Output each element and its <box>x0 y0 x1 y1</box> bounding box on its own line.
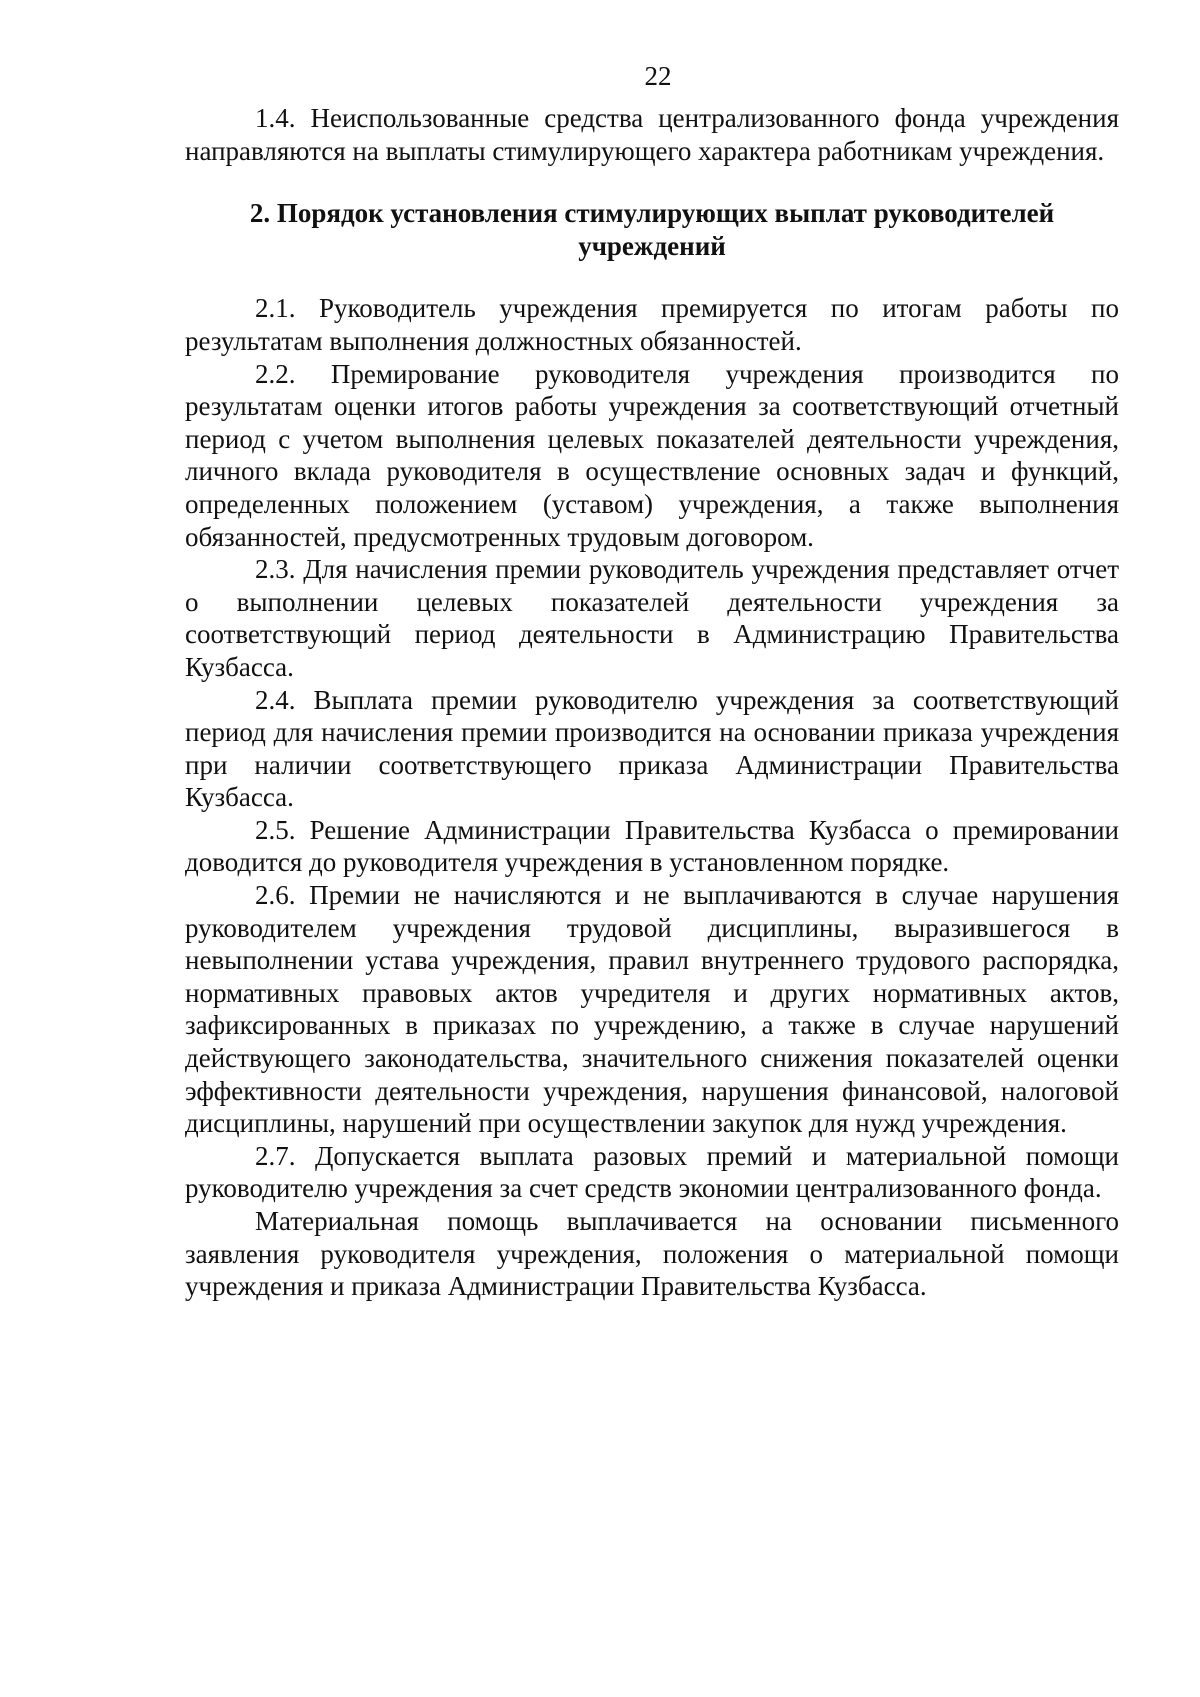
paragraph-2-3: 2.3. Для начисления премии руководитель учреждения представляет отчет о выполнении целевых показателей деятельности учреждения за соответствующий период деятельности в Администрацию Правительства Кузбасса. <box>185 554 1119 682</box>
paragraph-2-6: 2.6. Премии не начисляются и не выплачиваются в случае нарушения руководителем учреждения трудовой дисциплины, выразившегося в невыполнении устава учреждения, правил внутреннего трудового распорядка, нормативных правовых актов учредителя и других нормативных актов, зафиксированных в приказах по учреждению, а также в случае нарушений действующего законодательства, значительного снижения показателей оценки эффективности деятельности учреждения, нарушения финансовой, налоговой дисциплины, нарушений при осуществлении закупок для нужд учреждения. <box>185 880 1119 1139</box>
paragraph-2-5: 2.5. Решение Администрации Правительства Кузбасса о премировании доводится до руководителя учреждения в установленном порядке. <box>185 814 1119 878</box>
section-heading-line-2: учреждений <box>578 230 726 261</box>
paragraph-2-2: 2.2. Премирование руководителя учреждения производится по результатам оценки итогов работы учреждения за соответствующий отчетный период с учетом выполнения целевых показателей деятельности учреждения, личного вклада руководителя в осуществление основных задач и функций, определенных положением (уставом) учреждения, а также выполнения обязанностей, предусмотренных трудовым договором. <box>185 358 1119 552</box>
section-heading <box>185 197 1119 262</box>
document-page <box>185 60 1119 1303</box>
paragraph-2-7: 2.7. Допускается выплата разовых премий и материальной помощи руководителю учреждения за счет средств экономии централизованного фонда. <box>185 1140 1119 1204</box>
paragraph-material-help: Материальная помощь выплачивается на основании письменного заявления руководителя учреждения, положения о материальной помощи учреждения и приказа Администрации Правительства Кузбасса. <box>185 1206 1119 1302</box>
page-number: 22 <box>644 61 672 91</box>
paragraph-2-4: 2.4. Выплата премии руководителю учреждения за соответствующий период для начисления премии производится на основании приказа учреждения при наличии соответствующего приказа Администрации Правительства Кузбасса. <box>185 684 1119 813</box>
paragraph-2-1: 2.1. Руководитель учреждения премируется по итогам работы по результатам выполнения должностных обязанностей. <box>185 293 1119 356</box>
section-heading-line-1: 2. Порядок установления стимулирующих выплат руководителей <box>249 198 1055 229</box>
paragraph-1-4: 1.4. Неиспользованные средства централизованного фонда учреждения направляются на выплаты стимулирующего характера работникам учреждения. <box>185 103 1119 166</box>
